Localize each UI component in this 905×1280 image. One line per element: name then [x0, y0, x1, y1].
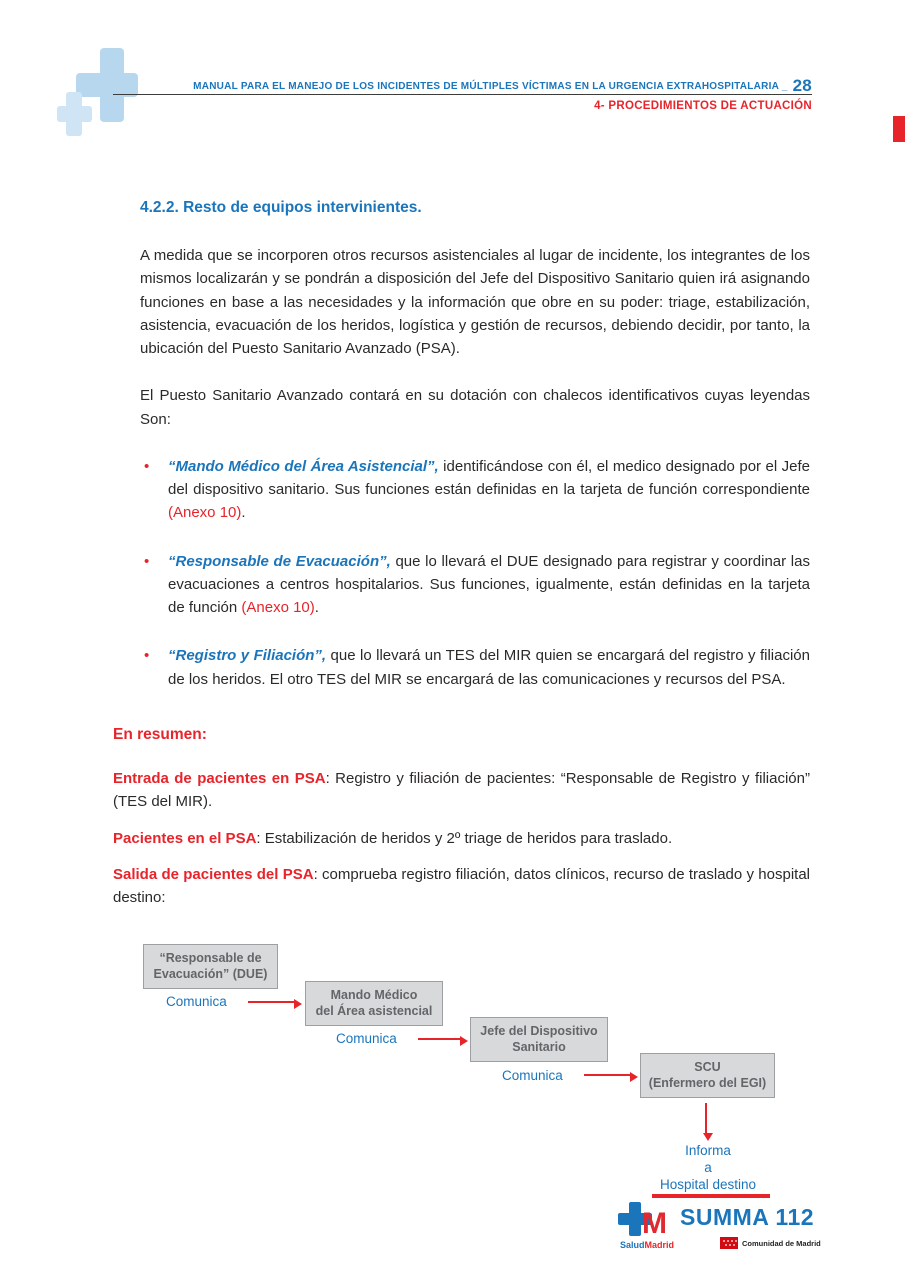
comunica-label: Comunica	[502, 1068, 563, 1083]
header-section-title: 4- PROCEDIMIENTOS DE ACTUACIÓN	[594, 100, 812, 112]
box-line1: SCU	[694, 1060, 721, 1074]
annex-reference[interactable]: (Anexo 10)	[168, 504, 242, 522]
informa-line: Hospital destino	[659, 1177, 757, 1192]
bullet-lead: “Mando Médico del Área Asistencial”,	[168, 457, 439, 475]
arrow-right-icon	[248, 1001, 294, 1003]
arrow-down-icon	[705, 1103, 707, 1133]
comunidad-flag-icon	[720, 1237, 738, 1249]
page-number: 28	[792, 76, 812, 95]
box-line1: “Responsable de	[159, 951, 262, 965]
summa-logo-m: M	[642, 1207, 667, 1238]
bullet-icon: •	[144, 647, 150, 665]
informa-line: a	[704, 1160, 712, 1175]
informa-label	[638, 1142, 778, 1193]
summary-lead: Entrada de pacientes en PSA	[113, 769, 326, 787]
salud-madrid-label	[620, 1240, 674, 1250]
bullet-lead: “Registro y Filiación”,	[168, 647, 327, 665]
box-line2: Sanitario	[512, 1039, 566, 1054]
summary-body: : Estabilización de heridos y 2º triage de heridos para traslado.	[256, 830, 673, 848]
bullet-body: que lo llevará el DUE designado para registrar y coordinar las evacuaciones a centros hospitalarios. Sus funciones, igualmente, están definidas en la tarjeta de función	[168, 552, 810, 616]
comunidad-madrid-block	[720, 1237, 821, 1249]
diagram-box-mando-medico	[305, 981, 443, 1026]
bullet-body: identificándose con él, el medico designado por el Jefe del dispositivo sanitario. Sus funciones están definidas en la tarjeta de función correspondiente	[168, 457, 810, 498]
paragraph-intro: A medida que se incorporen otros recursos asistenciales al lugar de incidente, los integrantes de los mismos localizarán y se pondrán a disposición del Jefe del Dispositivo Sanitario quien irá asignando funciones en base a las necesidades y la información que obre en su poder: triage, estabilización, asistencia, evacuación de los heridos, logística y gestión de recursos, debiendo decidir, por tanto, la ubicación del Puesto Sanitario Avanzado (PSA).	[140, 247, 810, 357]
box-line2: Evacuación” (DUE)	[153, 966, 268, 981]
bullet-body: que lo llevará un TES del MIR quien se encargará del registro y filiación de los heridos. El otro TES del MIR se encargará de las comunicaciones y recursos del PSA.	[168, 647, 810, 688]
salud-label: Salud	[620, 1240, 645, 1250]
arrow-right-icon	[418, 1038, 460, 1040]
bullet-lead: “Responsable de Evacuación”,	[168, 552, 391, 570]
bullet-tail: .	[314, 599, 319, 616]
comunidad-label: Comunidad de Madrid	[742, 1238, 821, 1248]
header-separator: _	[781, 81, 788, 92]
diagram-box-jefe-dispositivo	[470, 1017, 608, 1062]
paragraph-vests: El Puesto Sanitario Avanzado contará en su dotación con chalecos identificativos cuyas leyendas Son:	[140, 387, 810, 428]
arrow-right-icon	[584, 1074, 630, 1076]
summa-logo-icon	[618, 1202, 676, 1238]
footer-red-rule	[652, 1194, 770, 1198]
summary-lead: Pacientes en el PSA	[113, 830, 257, 848]
box-line2: (Enfermero del EGI)	[648, 1075, 767, 1090]
informa-line: Informa	[685, 1143, 731, 1158]
summary-body: : comprueba registro filiación, datos clínicos, recurso de traslado y hospital destino:	[113, 865, 810, 906]
diagram-box-responsable-evacuacion	[143, 944, 278, 989]
bullet-icon: •	[144, 457, 150, 475]
diagram-box-scu	[640, 1053, 775, 1098]
bullet-icon: •	[144, 552, 150, 570]
summa-brand-text: SUMMA 112	[680, 1204, 815, 1230]
section-heading: 4.2.2. Resto de equipos intervinientes.	[140, 199, 422, 216]
comunica-label: Comunica	[166, 994, 227, 1009]
box-line1: Jefe del Dispositivo	[480, 1024, 598, 1038]
bullet-tail: .	[241, 504, 246, 522]
summary-heading: En resumen:	[113, 725, 207, 743]
box-line2: del Área asistencial	[315, 1003, 433, 1018]
manual-title: MANUAL PARA EL MANEJO DE LOS INCIDENTES DE MÚLTIPLES VÍCTIMAS EN LA URGENCIA EXTRAHOSPITALARIA	[193, 81, 779, 92]
summary-lead: Salida de pacientes del PSA	[113, 865, 314, 883]
box-line1: Mando Médico	[330, 988, 418, 1002]
comunica-label: Comunica	[336, 1031, 397, 1046]
madrid-label: Madrid	[644, 1240, 675, 1250]
annex-reference[interactable]: (Anexo 10)	[241, 599, 315, 616]
summary-body: : Registro y filiación de pacientes: “Responsable de Registro y filiación” (TES del MIR).	[113, 769, 810, 810]
